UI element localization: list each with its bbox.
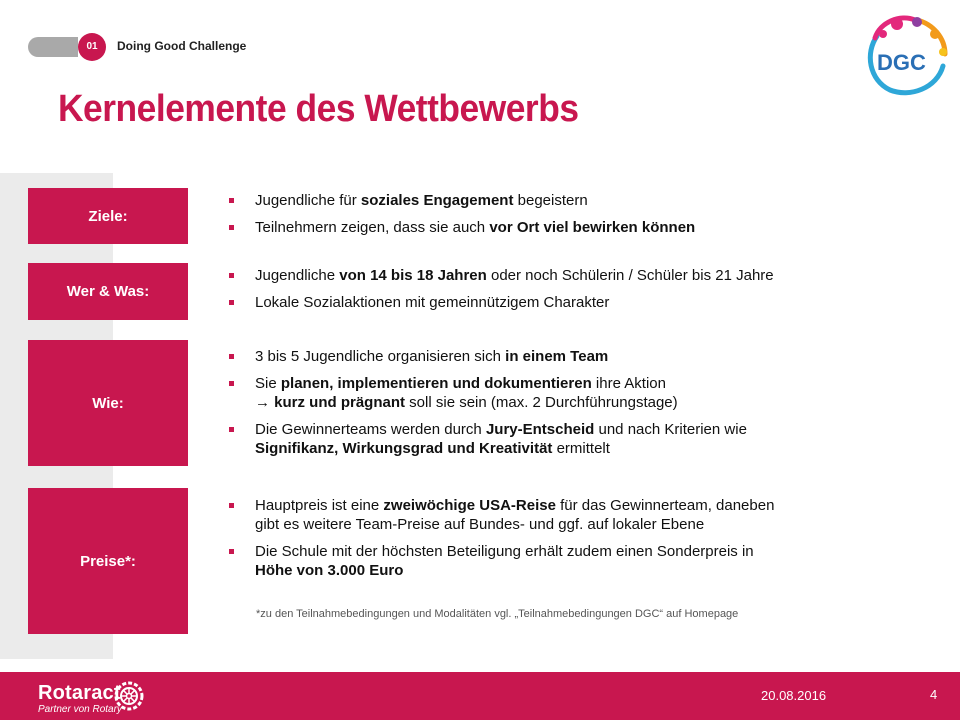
- label-wie: Wie:: [28, 340, 188, 466]
- bullet-text: Jugendliche für: [255, 192, 361, 209]
- rotaract-tagline: Partner von Rotary: [38, 704, 122, 715]
- bullet-item: [228, 542, 918, 580]
- bullet-text-bold: Jury-Entscheid: [485, 421, 595, 438]
- bullet-text: →: [255, 394, 275, 411]
- bullet-text: und nach Kriterien wie: [594, 421, 747, 438]
- bullet-text-bold: kurz und prägnant: [274, 394, 406, 411]
- bullet-item: [228, 218, 918, 237]
- bullet-text: für das Gewinnerteam, daneben: [555, 497, 775, 514]
- bullets-wie: [228, 347, 918, 466]
- bullet-item: [228, 347, 918, 366]
- bullet-text: begeistern: [513, 192, 588, 209]
- bullet-text: Lokale Sozialaktionen mit gemeinnützigem Charakter: [255, 294, 610, 311]
- section-indicator-bar: [28, 37, 78, 57]
- bullet-text: oder noch Schülerin / Schüler bis 21 Jahre: [486, 267, 774, 284]
- bullet-text-bold: planen, implementieren und dokumentieren: [280, 375, 592, 392]
- bullet-item: [228, 374, 918, 412]
- label-ziele: Ziele:: [28, 188, 188, 244]
- bullet-text: Die Schule mit der höchsten Beteiligung erhält zudem einen: [255, 543, 657, 560]
- bullets-ziele: [228, 191, 918, 245]
- bullet-item: [228, 266, 918, 285]
- bullet-text-bold: in einem Team: [505, 348, 609, 365]
- bullet-item: [228, 191, 918, 210]
- bullet-item: [228, 293, 918, 312]
- bullet-text: ihre Aktion: [591, 375, 666, 392]
- bullet-text: Die Gewinnerteams werden durch: [255, 421, 486, 438]
- bullet-text: Hauptpreis ist eine: [255, 497, 384, 514]
- bullet-text-bold: soziales Engagement: [360, 192, 514, 209]
- bullet-text: Sonderpreis in: [656, 543, 754, 560]
- bullet-text: ermittelt: [552, 440, 610, 457]
- bullet-text: 3 bis 5 Jugendliche organisieren sich: [255, 348, 506, 365]
- bullets-wer-was: [228, 266, 918, 320]
- page-number: 4: [930, 687, 938, 702]
- bullet-text: soll sie sein (max. 2 Durchführungstage): [405, 394, 678, 411]
- section-number-badge: 01: [78, 33, 106, 61]
- dgc-logo-text: DGC: [877, 50, 926, 75]
- bullet-text: Sie: [255, 375, 281, 392]
- bullet-text: Teilnehmern zeigen, dass sie auch: [255, 219, 490, 236]
- bullets-preise: [228, 496, 918, 588]
- bullet-item: [228, 420, 918, 458]
- bullet-text: Jugendliche: [255, 267, 340, 284]
- bullet-text-bold: Höhe von 3.000 Euro: [255, 562, 404, 579]
- section-label: Doing Good Challenge: [117, 39, 247, 53]
- rotary-wheel-icon: [113, 680, 145, 712]
- dgc-logo: [855, 8, 955, 98]
- label-preise: Preise*:: [28, 488, 188, 634]
- label-wer-was: Wer & Was:: [28, 263, 188, 320]
- footnote: *zu den Teilnahmebedingungen und Modalitäten vgl. „Teilnahmebedingungen DGC“ auf Homepage: [256, 608, 739, 620]
- rotaract-brand: Rotaract: [38, 682, 121, 704]
- bullet-text-bold: vor Ort viel bewirken können: [489, 219, 696, 236]
- bullet-item: [228, 496, 918, 534]
- bullet-text-bold: Signifikanz, Wirkungsgrad und Kreativität: [255, 440, 553, 457]
- slide-title: Kernelemente des Wettbewerbs: [58, 88, 579, 130]
- bullet-text: gibt es weitere Team-Preise auf Bundes- und ggf. auf lokaler Ebene: [255, 516, 705, 533]
- bullet-text-bold: von 14 bis 18 Jahren: [339, 267, 487, 284]
- footer-date: 20.08.2016: [761, 688, 827, 703]
- bullet-text-bold: zweiwöchige USA-Reise: [383, 497, 556, 514]
